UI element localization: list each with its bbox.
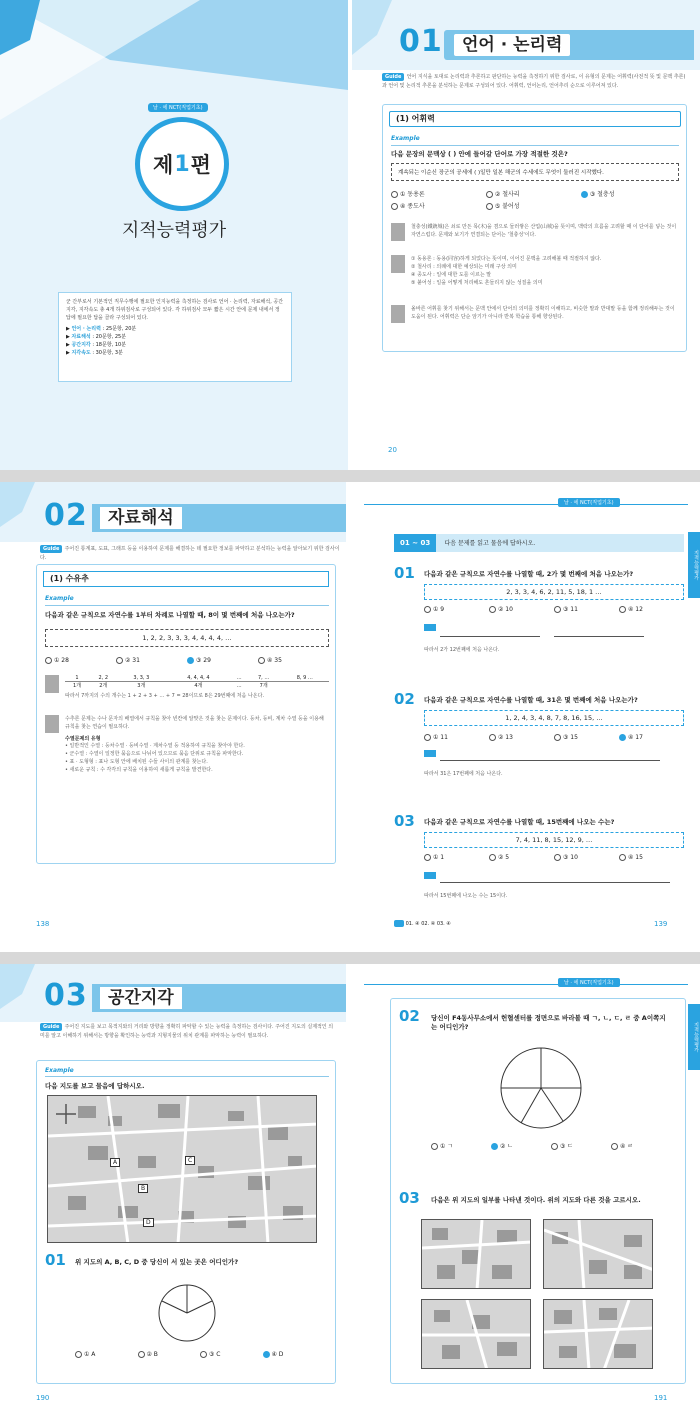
solution-note: 따라서 2가 12번째에 처음 나온다. bbox=[424, 647, 500, 653]
solution-icon bbox=[424, 872, 436, 879]
chapter-title: 자료해석 bbox=[100, 507, 182, 529]
header-badge: 날 · 에 NCT(직업기초) bbox=[558, 498, 620, 507]
option-1[interactable]: ① 1 bbox=[424, 854, 489, 861]
guide-block bbox=[40, 544, 340, 562]
option-1[interactable]: ① 9 bbox=[424, 606, 489, 613]
chapter-title: 언어 · 논리력 bbox=[454, 34, 570, 56]
solution-note: 따라서 15번째에 나오는 수는 15이다. bbox=[424, 893, 508, 899]
option-4[interactable]: ④ 15 bbox=[619, 854, 684, 861]
explain-icon bbox=[391, 255, 405, 273]
solution-icon bbox=[424, 624, 436, 631]
option-3[interactable]: ③ 29 bbox=[187, 657, 258, 664]
header-badge: 날 · 에 NCT(직업기초) bbox=[558, 978, 620, 987]
map-option-4[interactable] bbox=[543, 1299, 653, 1369]
question-number: 01 bbox=[394, 564, 415, 582]
answer-options bbox=[424, 854, 684, 861]
guide-block bbox=[40, 1022, 336, 1040]
question-text: 다음과 같은 규칙으로 자연수를 나열할 때, 15번째에 나오는 수는? bbox=[424, 818, 615, 826]
example-prompt: 다음 지도를 보고 물음에 답하시오. bbox=[45, 1082, 145, 1090]
question-text: 다음은 위 지도의 일부를 나타낸 것이다. 위의 지도와 다른 것을 고르시오. bbox=[431, 1196, 641, 1204]
option-2[interactable]: ② 10 bbox=[489, 606, 554, 613]
number-line bbox=[440, 636, 540, 637]
question-text: 당신이 F4동사무소에서 헌혈센터를 정면으로 바라볼 때 ㄱ, ㄴ, ㄷ, ㄹ 중 A이쪽지는 어디인가? bbox=[431, 1014, 666, 1031]
question-text: 위 지도의 A, B, C, D 중 당신이 서 있는 곳은 어디인가? bbox=[75, 1258, 239, 1266]
chapter-03-page bbox=[0, 964, 346, 1420]
map-option-2[interactable] bbox=[543, 1219, 653, 1289]
sequence-box bbox=[45, 629, 329, 647]
type-item: • 표 · 도형형 : 표나 도형 안에 배치된 수들 사이의 관계를 찾는다. bbox=[65, 759, 208, 765]
part-item: ▶ 공간지각 : 18문항, 10분 bbox=[66, 342, 127, 348]
example-panel bbox=[36, 1060, 336, 1384]
number-line bbox=[440, 882, 670, 883]
example-question: 다음과 같은 규칙으로 자연수를 1부터 차례로 나열할 때, 8이 몇 번째에 처음 나오는가? bbox=[45, 611, 295, 619]
explain-icon bbox=[45, 675, 59, 693]
explain-icon bbox=[45, 715, 59, 733]
explain-icon bbox=[391, 223, 405, 241]
example-label: Example bbox=[45, 1067, 74, 1074]
option-1[interactable]: ① 28 bbox=[45, 657, 116, 664]
side-tab: 지적능력평가 bbox=[688, 532, 700, 598]
example-question: 다음 문장의 문맥상 ( ) 안에 들어갈 단어로 가장 적절한 것은? bbox=[391, 150, 568, 158]
solution-note: 따라서 31은 17번째에 처음 나온다. bbox=[424, 771, 503, 777]
sequence-text: 1, 2, 4, 3, 4, 8, 7, 8, 16, 15, … bbox=[505, 714, 603, 722]
answer-key-icon bbox=[394, 920, 404, 927]
spread-1 bbox=[0, 0, 700, 470]
divider bbox=[45, 605, 329, 606]
chapter-number: 03 bbox=[44, 978, 88, 1013]
option-5[interactable]: ⑤ 붙어성 bbox=[486, 201, 579, 213]
example-options bbox=[45, 657, 329, 664]
chapter-number: 01 bbox=[399, 24, 443, 59]
solution-diagram bbox=[424, 750, 684, 780]
question-number: 03 bbox=[394, 812, 415, 830]
part-number: 1 bbox=[174, 151, 190, 177]
question-number: 02 bbox=[399, 1007, 420, 1025]
example-panel bbox=[36, 564, 336, 864]
sequence-box bbox=[424, 584, 684, 600]
types-title: 수열문제의 유형 bbox=[65, 736, 101, 742]
explain-1 bbox=[45, 675, 329, 700]
chapter-title-bar bbox=[444, 30, 694, 60]
explain-2 bbox=[45, 715, 329, 774]
option-2[interactable]: ② ㄴ bbox=[491, 1141, 551, 1150]
sequence-text: 1, 2, 2, 3, 3, 3, 4, 4, 4, 4, … bbox=[142, 634, 232, 642]
solution-icon bbox=[424, 750, 436, 757]
example-sentence-box bbox=[391, 163, 679, 181]
answer-options bbox=[431, 1141, 671, 1150]
option-4[interactable]: ④ ㄹ bbox=[611, 1141, 671, 1150]
option-4[interactable]: ④ D bbox=[263, 1351, 326, 1358]
example-panel bbox=[382, 104, 687, 352]
part-badge: 날 · 에 NCT(직업기초) bbox=[148, 103, 208, 112]
part-item: ▶ 지각속도 : 30문항, 3분 bbox=[66, 350, 123, 356]
group-table bbox=[65, 675, 329, 689]
option-1[interactable]: ① 동용론 bbox=[391, 189, 484, 201]
chapter-title-bar bbox=[92, 984, 346, 1012]
option-2[interactable]: ② 13 bbox=[489, 734, 554, 741]
table-row: 1개 2개 3개 4개 … 7개 bbox=[72, 682, 268, 689]
chapter-03-questions-page bbox=[354, 964, 700, 1420]
guide-badge: Guide bbox=[382, 73, 404, 81]
section-title: (1) 수유추 bbox=[50, 574, 89, 583]
page-number: 190 bbox=[36, 1394, 50, 1402]
part-items bbox=[66, 325, 284, 357]
question-text: 다음과 같은 규칙으로 자연수를 나열할 때, 2가 몇 번째에 처음 나오는가? bbox=[424, 570, 634, 578]
part-item: ▶ 언어 · 논리력 : 25문항, 20분 bbox=[66, 326, 137, 332]
map-label-c: C bbox=[185, 1156, 195, 1165]
direction-circle bbox=[471, 1033, 611, 1133]
type-item: • 일반적인 수열 : 등차수열 · 등비수열 · 계차수열 등 적용하여 규칙을 찾아야 한다. bbox=[65, 743, 245, 749]
question-group-header bbox=[394, 534, 684, 552]
answer-options bbox=[75, 1351, 325, 1358]
chapter-01-page bbox=[352, 0, 700, 470]
spread-3 bbox=[0, 964, 700, 1420]
section-tab bbox=[43, 571, 329, 587]
option-1[interactable]: ① 11 bbox=[424, 734, 489, 741]
option-2[interactable]: ② 철사리 bbox=[486, 189, 579, 201]
part-item: ▶ 자료해석 : 20문항, 25분 bbox=[66, 334, 127, 340]
chapter-number: 02 bbox=[44, 498, 88, 533]
explain-2: ① 동용론 : 동용(同容)하게 되었다는 뜻이며, 이어진 문맥을 고려해볼 때 적절하지 않다. ② 철사리 : 의례에 대한 예상되는 미래 구상 의미 ④ 종도사 : 일에 대한 도를 이르는 말 ⑤ 붙어성 : 일을 어떻게 처리해도 흔들리지 않는 성질을 의미 bbox=[391, 255, 679, 287]
part-suffix: 편 bbox=[190, 153, 211, 177]
map-label-b: B bbox=[138, 1184, 148, 1193]
separator bbox=[0, 952, 700, 964]
option-3[interactable]: ③ 철충성 bbox=[581, 189, 671, 201]
option-2[interactable]: ② 31 bbox=[116, 657, 187, 664]
number-line bbox=[554, 636, 644, 637]
spread-2 bbox=[0, 482, 700, 952]
option-4[interactable]: ④ 17 bbox=[619, 734, 684, 741]
answer-key bbox=[394, 920, 451, 927]
group-instruction: 다음 문제를 읽고 물음에 답하시오. bbox=[444, 540, 536, 547]
guide-block bbox=[382, 72, 687, 90]
chapter-title-bar bbox=[92, 504, 346, 532]
map-label-a: A bbox=[110, 1158, 120, 1167]
option-3[interactable]: ③ C bbox=[200, 1351, 263, 1358]
option-2[interactable]: ② B bbox=[138, 1351, 201, 1358]
option-4[interactable]: ④ 35 bbox=[258, 657, 329, 664]
question-number: 01 bbox=[45, 1251, 66, 1269]
guide-text: 언어 지식을 토대로 논리력과 추론하고 판단하는 능력을 측정하기 위한 검사로, 이 유형의 문제는 어휘력(사전적 뜻 및 문맥 추론)과 언어 및 논리적 추론을 분석하는 문제로 구성되어 있다. 어휘력, 언어논리, 언어추리 순으로 이루어져 있다. bbox=[382, 74, 686, 89]
type-item: • 군수열 : 수열이 일정한 묶음으로 나뉘어 있으므로 묶음 단위로 규칙을 파악한다. bbox=[65, 751, 244, 757]
explain-3: 올바른 어휘를 찾기 위해서는 문맥 안에서 단어의 의미를 정확히 이해하고, 비슷한 말과 반대말 등을 함께 정리해두는 것이 도움이 된다. 어휘력은 단순 암기가 아니라 반복 학습을 통해 향상된다. bbox=[391, 305, 679, 323]
divider bbox=[45, 1076, 329, 1077]
corner-decoration bbox=[0, 964, 40, 1014]
guide-badge: Guide bbox=[40, 1023, 62, 1031]
page-number: 138 bbox=[36, 920, 50, 928]
question-number: 03 bbox=[399, 1189, 420, 1207]
example-label: Example bbox=[45, 595, 74, 602]
explain-text: 따라서 7까지의 수의 개수는 1 + 2 + 3 + … + 7 = 28이므로 8은 29번째에 처음 나온다. bbox=[65, 693, 265, 699]
question-number: 02 bbox=[394, 690, 415, 708]
option-4[interactable]: ④ 종도사 bbox=[391, 201, 484, 213]
option-4[interactable]: ④ 12 bbox=[619, 606, 684, 613]
corner-decoration bbox=[352, 0, 397, 60]
direction-circle bbox=[127, 1273, 247, 1343]
part-cover-page bbox=[0, 0, 348, 470]
part-intro-box bbox=[58, 292, 292, 382]
question-panel bbox=[390, 998, 686, 1384]
part-title: 지적능력평가 bbox=[121, 220, 227, 241]
option-2[interactable]: ② 5 bbox=[489, 854, 554, 861]
explain-icon bbox=[391, 305, 405, 323]
explain-1: 철충성(鐵銃城)은 쇠로 만든 목(木)을 겸으로 둘러쌓은 산업(山城)을 뜻이며, 맥락의 흐름을 고려할 때 이 단어를 넣는 것이 자연스럽다. 문제와 보기가 연결되는 단어는 '철충성'이다. bbox=[391, 223, 679, 241]
example-options bbox=[391, 189, 679, 213]
guide-text: 주어진 지도를 보고 목적지와의 거리와 방향을 정확히 파악할 수 있는 능력을 측정하는 검사이다. 주어진 지도의 실제적인 의미를 알고 이해하기 위해서는 방향을 확인하는 능력과 지형지물의 위치 관계를 파악하는 능력이 필요하다. bbox=[40, 1024, 334, 1039]
example-label: Example bbox=[391, 135, 420, 142]
option-1[interactable]: ① A bbox=[75, 1351, 138, 1358]
example-sentence: 계속되는 이순신 장군의 공세에 ( )일만 일본 해군의 수세에도 무엇이 둘러진 시작했다. bbox=[398, 170, 604, 176]
explain-text: 수추론 문제는 수나 문자의 배열에서 규칙을 찾아 빈칸에 알맞은 것을 찾는 문제이다. 등차, 등비, 계차 수열 등을 이용해 규칙을 찾는 연습이 필요하다. bbox=[65, 716, 324, 730]
solution-diagram bbox=[424, 624, 684, 654]
chapter-02-questions-page bbox=[354, 482, 700, 952]
map-label-d: D bbox=[143, 1218, 154, 1227]
map-drawing bbox=[48, 1096, 317, 1243]
separator bbox=[0, 470, 700, 482]
guide-badge: Guide bbox=[40, 545, 62, 553]
page-number: 191 bbox=[654, 1394, 668, 1402]
answer-options bbox=[424, 606, 684, 613]
chapter-title: 공간지각 bbox=[100, 987, 182, 1009]
sequence-text: 2, 3, 3, 4, 6, 2, 11, 5, 18, 1 … bbox=[506, 588, 602, 596]
option-3[interactable]: ③ 15 bbox=[554, 734, 619, 741]
option-3[interactable]: ③ ㄷ bbox=[551, 1141, 611, 1150]
group-range: 01 ~ 03 bbox=[394, 534, 436, 552]
type-item: • 새로운 규칙 : 수 각각의 규칙을 이용하여 새롭게 규칙을 발견한다. bbox=[65, 767, 213, 773]
question-text: 다음과 같은 규칙으로 자연수를 나열할 때, 31은 몇 번째에 처음 나오는가? bbox=[424, 696, 638, 704]
page-number: 20 bbox=[388, 446, 397, 454]
section-tab bbox=[389, 111, 681, 127]
guide-text: 주어진 통계표, 도표, 그래프 등을 이용하여 문제를 해결하는 데 필요한 정보를 파악하고 분석하는 능력을 알아보기 위한 검사이다. bbox=[40, 546, 340, 561]
answer-options bbox=[424, 734, 684, 741]
option-3[interactable]: ③ 10 bbox=[554, 854, 619, 861]
number-line bbox=[440, 760, 660, 761]
map-option-1[interactable] bbox=[421, 1219, 531, 1289]
sequence-text: 7, 4, 11, 8, 15, 12, 9, … bbox=[515, 836, 593, 844]
section-title: (1) 어휘력 bbox=[396, 114, 435, 123]
part-intro-text: 군 간부로서 기본적인 직무수행에 필요한 인지능력을 측정하는 검사로 언어 · 논리력, 자료해석, 공간지각, 지각속도 총 4개 하위검사로 구성되어 있다. 각 하위검사 모두 짧은 시간 안에 문제 내에서 정답에 필요한 답을 골라 구성되어 있다. bbox=[66, 299, 284, 321]
divider bbox=[391, 145, 679, 146]
sequence-box bbox=[424, 710, 684, 726]
header-rule bbox=[364, 504, 688, 505]
city-map bbox=[47, 1095, 317, 1243]
solution-diagram bbox=[424, 872, 684, 902]
page-number: 139 bbox=[654, 920, 668, 928]
corner-decoration bbox=[0, 482, 40, 532]
option-1[interactable]: ① ㄱ bbox=[431, 1141, 491, 1150]
chapter-02-page bbox=[0, 482, 346, 952]
sequence-box bbox=[424, 832, 684, 848]
map-option-3[interactable] bbox=[421, 1299, 531, 1369]
answer-key-text: 01. ④ 02. ④ 03. ④ bbox=[405, 921, 451, 927]
option-3[interactable]: ③ 11 bbox=[554, 606, 619, 613]
header-rule bbox=[364, 984, 688, 985]
part-circle bbox=[135, 117, 229, 211]
part-prefix: 제 bbox=[153, 153, 174, 177]
side-tab: 지적능력평가 bbox=[688, 1004, 700, 1070]
table-row: 1 2, 2 3, 3, 3 4, 4, 4, 4 … 7, … 8, 9 … bbox=[65, 675, 329, 682]
